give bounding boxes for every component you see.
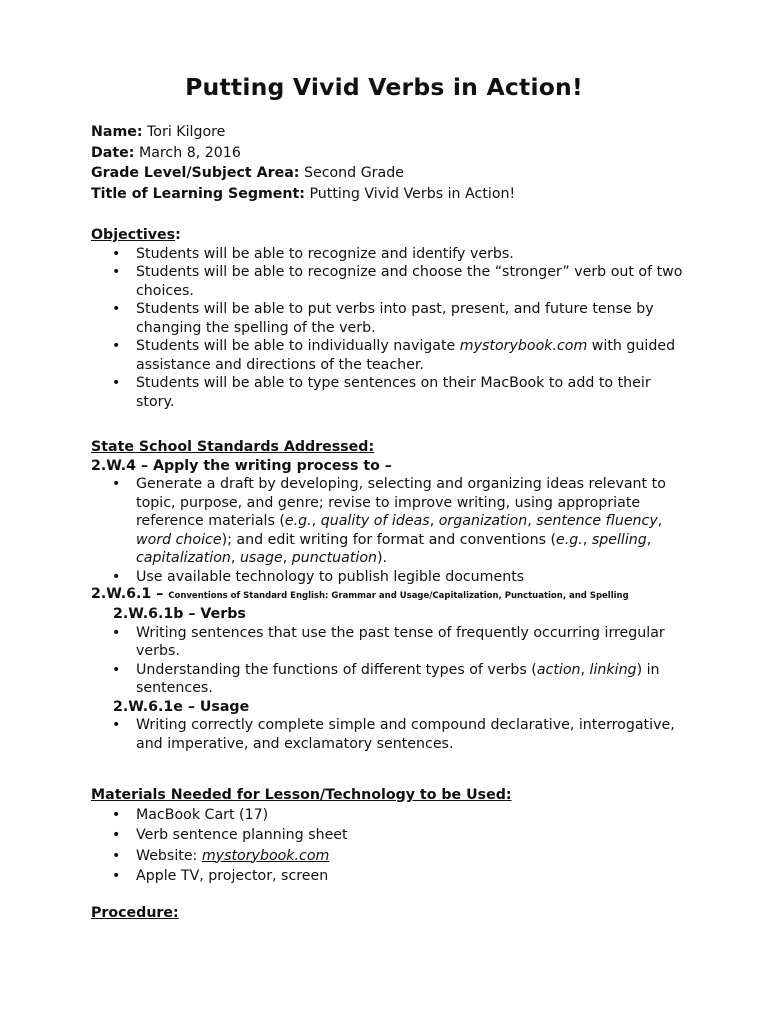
objectives-section [91, 226, 691, 411]
segment-value: Putting Vivid Verbs in Action! [309, 186, 516, 203]
date-value: March 8, 2016 [138, 144, 241, 161]
standards-heading: State School Standards Addressed: [91, 439, 375, 455]
lesson-meta [91, 122, 515, 205]
website-link[interactable]: mystorybook.com [201, 847, 330, 864]
list-item: • Students will be able to type sentences on their MacBook to add to their story. [91, 374, 691, 411]
w61b-list [91, 624, 691, 698]
standard-w61b: 2.W.6.1b – Verbs [113, 606, 246, 622]
date-line [91, 143, 515, 164]
segment-line [91, 184, 515, 205]
list-item: • Generate a draft by developing, selecting and organizing ideas relevant to topic, purpose, and genre; revise to improve writing, using appropriate reference materials (e.g., quality of ideas, organization, sentence fluency, word choice); and edit writing for format and conventions (e.g., spelling, capitalization, usage, punctuation). [91, 475, 691, 568]
standards-section [91, 438, 691, 753]
list-item: • Students will be able to individually navigate mystorybook.com with guided assistance and directions of the teacher. [91, 337, 691, 374]
standard-w4: 2.W.4 – Apply the writing process to – [91, 457, 392, 474]
list-item: • Students will be able to recognize and choose the “stronger” verb out of two choices. [91, 263, 691, 300]
list-item: • Apple TV, projector, screen [91, 866, 691, 887]
list-item: • Understanding the functions of different types of verbs (action, linking) in sentences. [91, 661, 691, 698]
materials-heading: Materials Needed for Lesson/Technology to be Used: [91, 787, 512, 803]
date-label: Date: [91, 144, 135, 161]
name-value: Tori Kilgore [147, 124, 226, 140]
document-title: Putting Vivid Verbs in Action! [185, 73, 583, 101]
objectives-list [91, 245, 691, 412]
list-item: • Students will be able to recognize and identify verbs. [91, 245, 691, 264]
list-item: • Writing correctly complete simple and compound declarative, interrogative, and imperative, and exclamatory sentences. [91, 716, 691, 753]
grade-line [91, 163, 515, 184]
materials-section [91, 786, 691, 887]
w4-list [91, 475, 691, 586]
grade-value: Second Grade [303, 165, 404, 182]
procedure-heading: Procedure: [91, 905, 179, 921]
list-item: • Students will be able to put verbs into past, present, and future tense by changing the spelling of the verb. [91, 300, 691, 337]
objectives-heading: Objectives: [91, 227, 181, 243]
w61e-list [91, 716, 691, 753]
standard-w61: 2.W.6.1 – Conventions of Standard English: Grammar and Usage/Capitalization, Punctuation, and Spelling [91, 586, 629, 602]
name-label: Name: [91, 124, 143, 140]
name-line [91, 122, 515, 143]
website-text: mystorybook.com [459, 338, 588, 354]
list-item: • MacBook Cart (17) [91, 805, 691, 826]
grade-label: Grade Level/Subject Area: [91, 165, 300, 182]
standard-w61e: 2.W.6.1e – Usage [113, 698, 250, 715]
segment-label: Title of Learning Segment: [91, 186, 305, 203]
list-item: • Verb sentence planning sheet [91, 825, 691, 846]
materials-list [91, 805, 691, 887]
procedure-section [91, 904, 691, 923]
list-item: • Use available technology to publish legible documents [91, 568, 691, 587]
list-item: • Website: mystorybook.com [91, 846, 691, 867]
list-item: • Writing sentences that use the past tense of frequently occurring irregular verbs. [91, 624, 691, 661]
